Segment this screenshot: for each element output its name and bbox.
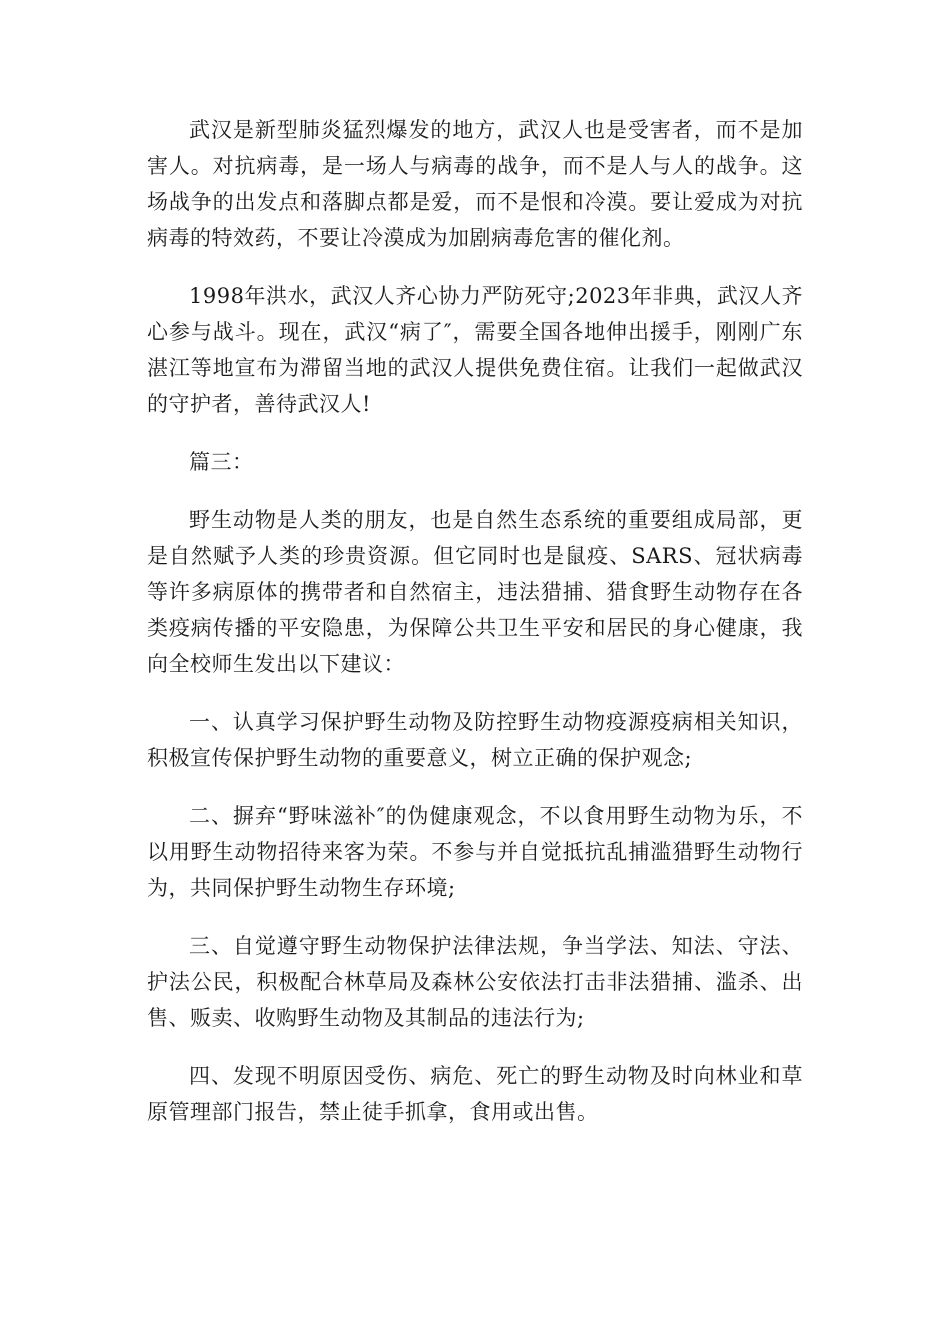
paragraph-suggestion-1: 一、认真学习保护野生动物及防控野生动物疫源疫病相关知识，积极宣传保护野生动物的重要意义，树立正确的保护观念; [147, 710, 803, 770]
paragraph-wildlife-intro: 野生动物是人类的朋友，也是自然生态系统的重要组成局部，更是自然赋予人类的珍贵资源。但它同时也是鼠疫、SARS、冠状病毒等许多病原体的携带者和自然宿主，违法猎捕、猎食野生动物存在各类疫病传播的平安隐患，为保障公共卫生平安和居民的身心健康，我向全校师生发出以下建议： [147, 508, 803, 676]
section-heading: 篇三： [189, 450, 254, 474]
document-body [147, 112, 803, 1152]
paragraph-suggestion-4: 四、发现不明原因受伤、病危、死亡的野生动物及时向林业和草原管理部门报告，禁止徒手抓拿，食用或出售。 [147, 1064, 803, 1124]
paragraph-suggestion-2: 二、摒弃“野味滋补″的伪健康观念，不以食用野生动物为乐，不以用野生动物招待来客为荣。不参与并自觉抵抗乱捕滥猎野生动物行为，共同保护野生动物生存环境; [147, 804, 803, 900]
paragraph-suggestion-3: 三、自觉遵守野生动物保护法律法规，争当学法、知法、守法、护法公民，积极配合林草局及森林公安依法打击非法猎捕、滥杀、出售、贩卖、收购野生动物及其制品的违法行为; [147, 934, 803, 1030]
paragraph-wuhan-victims: 武汉是新型肺炎猛烈爆发的地方，武汉人也是受害者，而不是加害人。对抗病毒，是一场人与病毒的战争，而不是人与人的战争。这场战争的出发点和落脚点都是爱，而不是恨和冷漠。要让爱成为对抗病毒的特效药，不要让冷漠成为加剧病毒危害的催化剂。 [147, 118, 803, 250]
paragraph-wuhan-history: 1998年洪水，武汉人齐心协力严防死守;2023年非典，武汉人齐心参与战斗。现在，武汉“病了″，需要全国各地伸出援手，刚刚广东湛江等地宣布为滞留当地的武汉人提供免费住宿。让我们一起做武汉的守护者，善待武汉人! [147, 284, 803, 416]
